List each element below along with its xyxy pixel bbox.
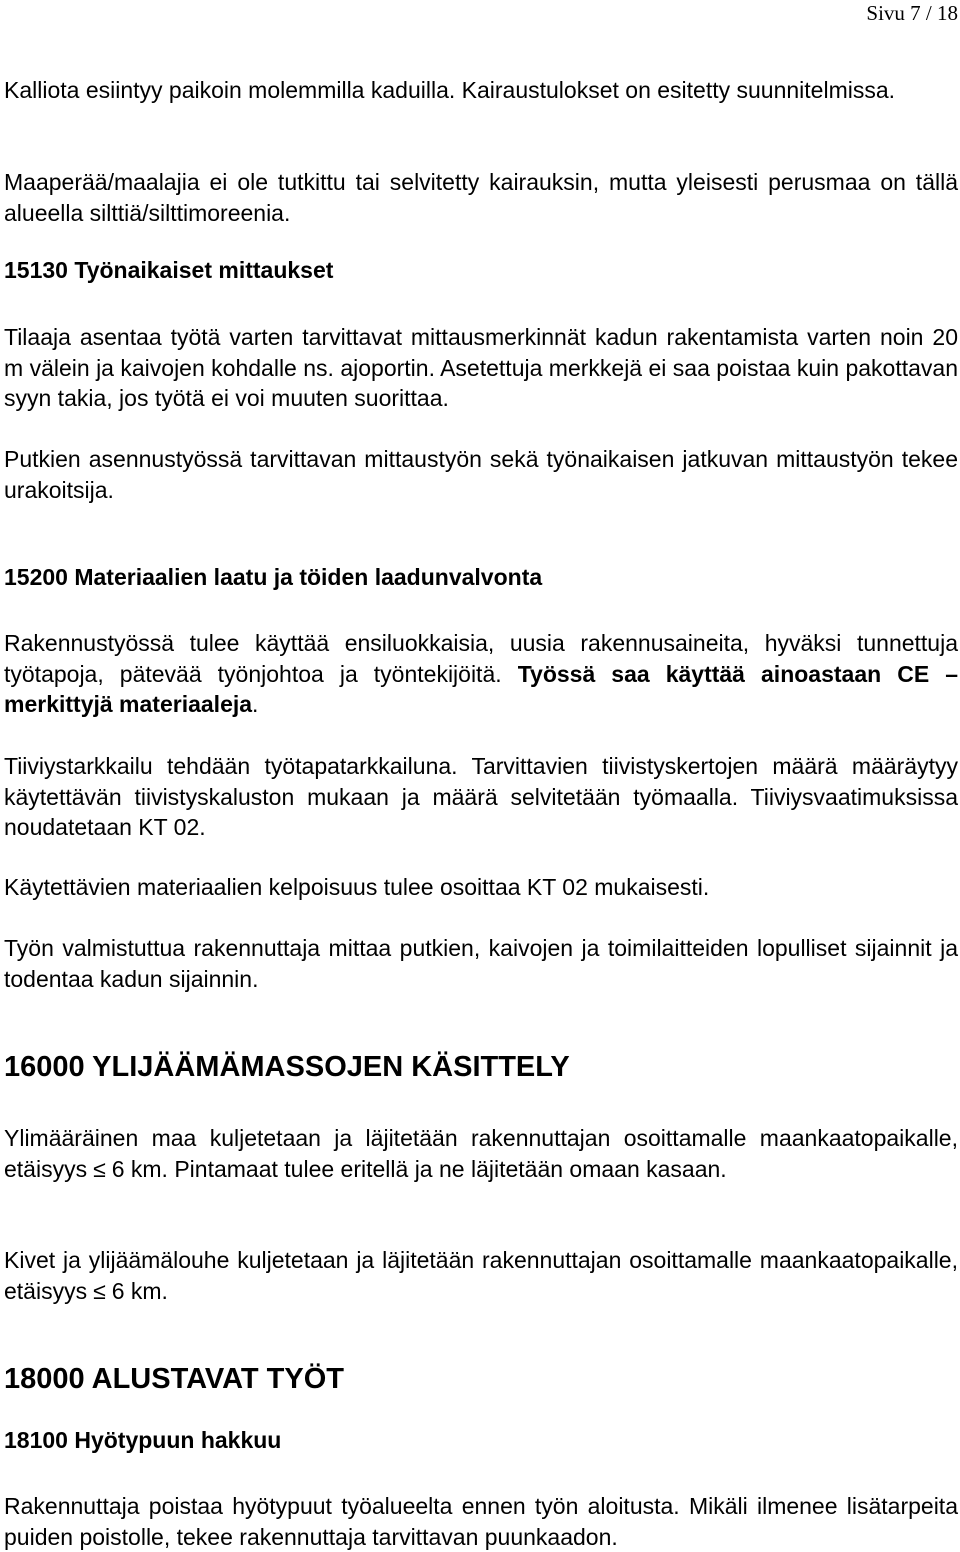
paragraph-stones-surplus-rock [4, 1245, 958, 1306]
paragraph-compaction: Tiiviystarkkailu tehdään työtapatarkkailuna. Tarvittavien tiivistyskertojen määrä määräytyy käytettävän tiivistyskaluston mukaan ja määrä selvitetään työmaalla. Tiiviysvaatimuksissa noudatetaan KT 02. [4, 753, 958, 840]
paragraph-contractor-measurement: Putkien asennustyössä tarvittavan mittaustyön sekä työnaikaisen jatkuvan mittaustyön tekee urakoitsija. [4, 446, 958, 503]
heading-15200: 15200 Materiaalien laatu ja töiden laadunvalvonta [4, 564, 543, 590]
less-or-equal-symbol: ≤ [93, 1155, 106, 1182]
page-number: Sivu 7 / 18 [866, 1, 958, 25]
heading-16000: 16000 YLIJÄÄMÄMASSOJEN KÄSITTELY [4, 1051, 570, 1083]
less-or-equal-symbol: ≤ [93, 1277, 106, 1304]
materials-quality-text: Rakennustyössä tulee käyttää ensiluokkaisia, uusia rakennusaineita, hyväksi tunnettuja työtapoja, pätevää työnjohtoa ja työntekijöitä. [4, 630, 958, 687]
paragraph-materials-quality [4, 628, 958, 720]
stones-text-end: 6 km. [111, 1277, 168, 1304]
heading-18000: 18000 ALUSTAVAT TYÖT [4, 1363, 344, 1395]
paragraph-final-survey: Työn valmistuttua rakennuttaja mittaa putkien, kaivojen ja toimilaitteiden lopulliset sijainnit ja todentaa kadun sijainnin. [4, 935, 958, 992]
heading-15130: 15130 Työnaikaiset mittaukset [4, 257, 334, 283]
surplus-soil-text-end: 6 km. Pintamaat tulee eritellä ja ne läjitetään omaan kasaan. [111, 1155, 727, 1182]
paragraph-measurement-marks: Tilaaja asentaa työtä varten tarvittavat mittausmerkinnät kadun rakentamista varten noin 20 m välein ja kaivojen kohdalle ns. ajoportin. Asetettuja merkkejä ei saa poistaa kuin pakottavan syyn takia, jos työtä ei voi muuten suorittaa. [4, 324, 958, 411]
paragraph-bedrock: Kalliota esiintyy paikoin molemmilla kaduilla. Kairaustulokset on esitetty suunnitelmissa. [4, 77, 896, 103]
paragraph-soil: Maaperää/maalajia ei ole tutkittu tai selvitetty kairauksin, mutta yleisesti perusmaa on tällä alueella silttiä/silttimoreenia. [4, 169, 958, 226]
paragraph-tree-removal: Rakennuttaja poistaa hyötypuut työalueelta ennen työn aloitusta. Mikäli ilmenee lisätarpeita puiden poistolle, tekee rakennuttaja tarvittavan puunkaadon. [4, 1493, 958, 1550]
surplus-soil-text: Ylimääräinen maa kuljetetaan ja läjitetään rakennuttajan osoittamalle maankaatopaikalle, etäisyys [4, 1125, 958, 1182]
ce-marking-emphasis: Työssä saa käyttää ainoastaan CE – merkittyjä materiaaleja [4, 660, 958, 717]
heading-18100: 18100 Hyötypuun hakkuu [4, 1427, 282, 1453]
stones-text: Kivet ja ylijäämälouhe kuljetetaan ja läjitetään rakennuttajan osoittamalle maankaatopaikalle, etäisyys [4, 1247, 958, 1304]
paragraph-material-suitability: Käytettävien materiaalien kelpoisuus tulee osoittaa KT 02 mukaisesti. [4, 874, 710, 900]
paragraph-surplus-soil [4, 1123, 958, 1184]
materials-quality-end: . [252, 691, 259, 717]
